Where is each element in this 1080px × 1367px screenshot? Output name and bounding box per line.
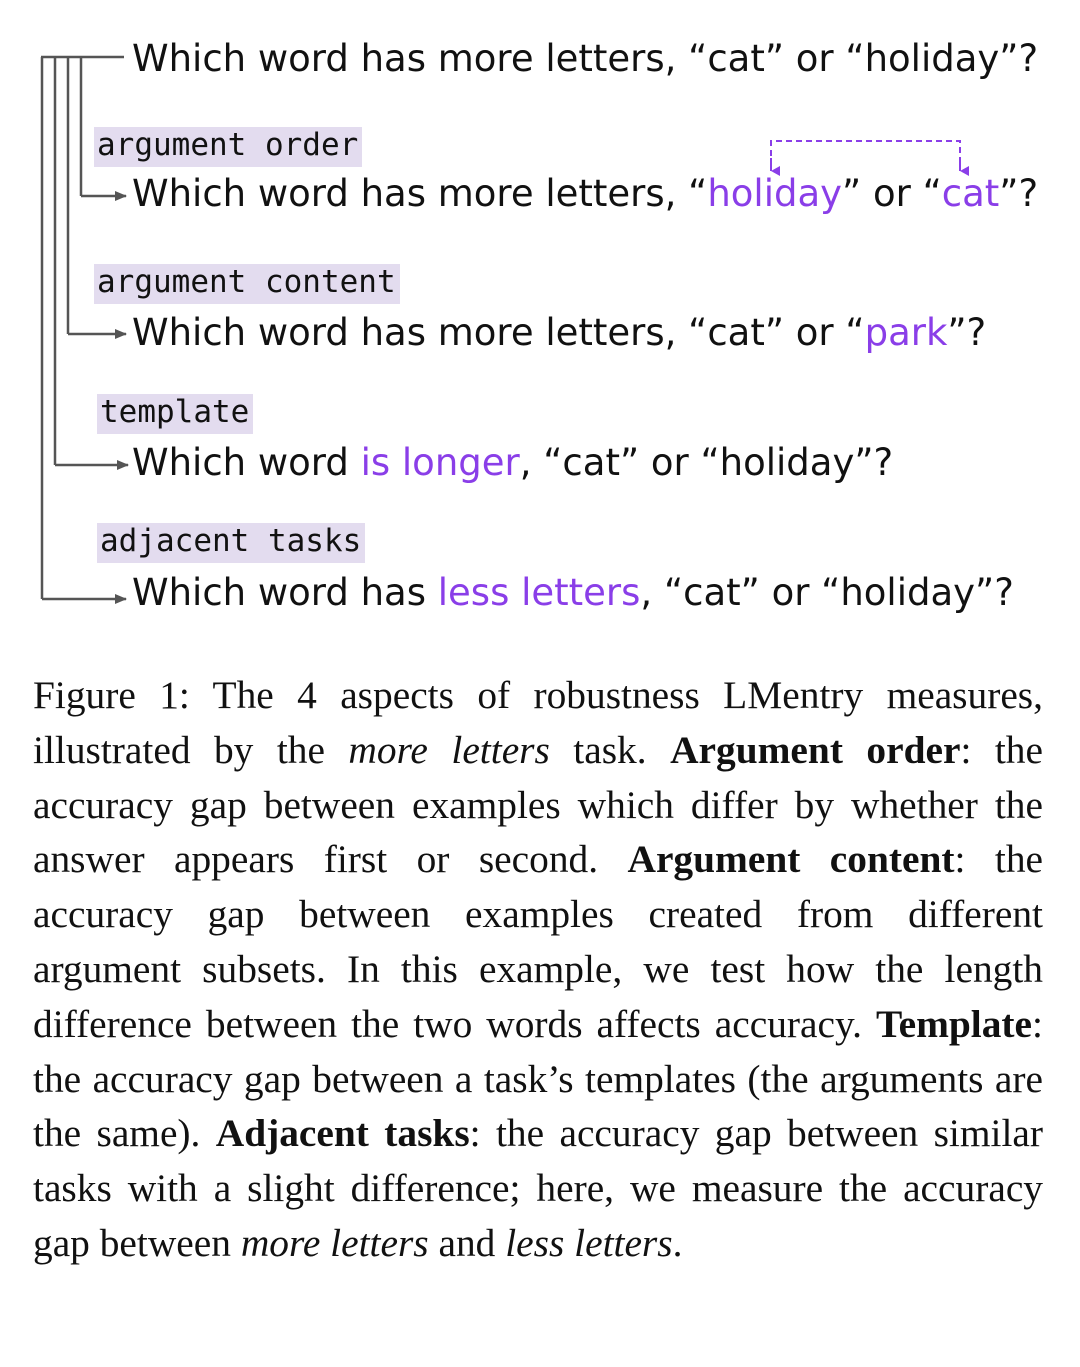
- caption-b2: Argument content: [627, 837, 955, 882]
- caption-t6: : the accuracy gap between similar tasks with a slight difference; here, we measure the accuracy gap between: [33, 1111, 1043, 1265]
- caption-label: Figure 1:: [33, 673, 190, 717]
- order-mid: ” or “: [842, 172, 942, 215]
- caption-b4: Adjacent tasks: [215, 1111, 470, 1156]
- template-hl1: is longer: [360, 441, 520, 484]
- template-pre: Which word: [132, 441, 361, 484]
- content-hl1: park: [864, 311, 948, 354]
- tag-adjacent-tasks: adjacent tasks: [97, 523, 365, 563]
- caption-i3: less letters: [505, 1220, 673, 1265]
- order-post: ”?: [999, 172, 1039, 215]
- content-pre: Which word has more letters, “cat” or “: [132, 311, 865, 354]
- template-post: , “cat” or “holiday”?: [519, 441, 894, 484]
- adjacent-pre: Which word has: [132, 571, 438, 614]
- order-pre: Which word has more letters, “: [132, 172, 708, 215]
- order-hl2: cat: [941, 172, 1000, 215]
- adjacent-post: , “cat” or “holiday”?: [640, 571, 1014, 614]
- tag-argument-content: argument content: [94, 264, 400, 304]
- variant-argument-content: [132, 311, 987, 354]
- original-question: Which word has more letters, “cat” or “holiday”?: [132, 37, 1039, 80]
- swap-bracket: [771, 141, 960, 166]
- caption-i2: more letters: [240, 1220, 429, 1265]
- caption-b1: Argument order: [670, 727, 961, 772]
- variant-template: [132, 441, 894, 484]
- caption-t3: : the accuracy gap between examples which differ by whether the answer appears first or second.: [33, 727, 1043, 882]
- caption-b3: Template: [875, 1001, 1033, 1046]
- variant-argument-order: [132, 172, 1039, 215]
- caption-t1: The 4 aspects of robustness LMentry measures, illustrated by the: [33, 673, 1043, 772]
- content-post: ”?: [947, 311, 987, 354]
- order-hl1: holiday: [707, 172, 843, 215]
- adjacent-hl1: less letters: [437, 571, 641, 614]
- figure-caption: [33, 668, 1043, 1271]
- caption-t7: and: [428, 1220, 506, 1265]
- caption-t2: task.: [549, 727, 671, 772]
- caption-i1: more letters: [348, 727, 550, 772]
- tag-template: template: [97, 394, 253, 434]
- caption-t4: : the accuracy gap between examples created from different argument subsets. In this example, we test how the length difference between the two words affects accuracy.: [33, 837, 1043, 1046]
- tag-argument-order: argument order: [94, 127, 362, 167]
- caption-t5: : the accuracy gap between a task’s templates (the arguments are the same).: [33, 1001, 1043, 1156]
- robustness-figure: [0, 0, 1080, 640]
- variant-adjacent-tasks: [132, 571, 1014, 614]
- caption-t8: .: [672, 1220, 683, 1265]
